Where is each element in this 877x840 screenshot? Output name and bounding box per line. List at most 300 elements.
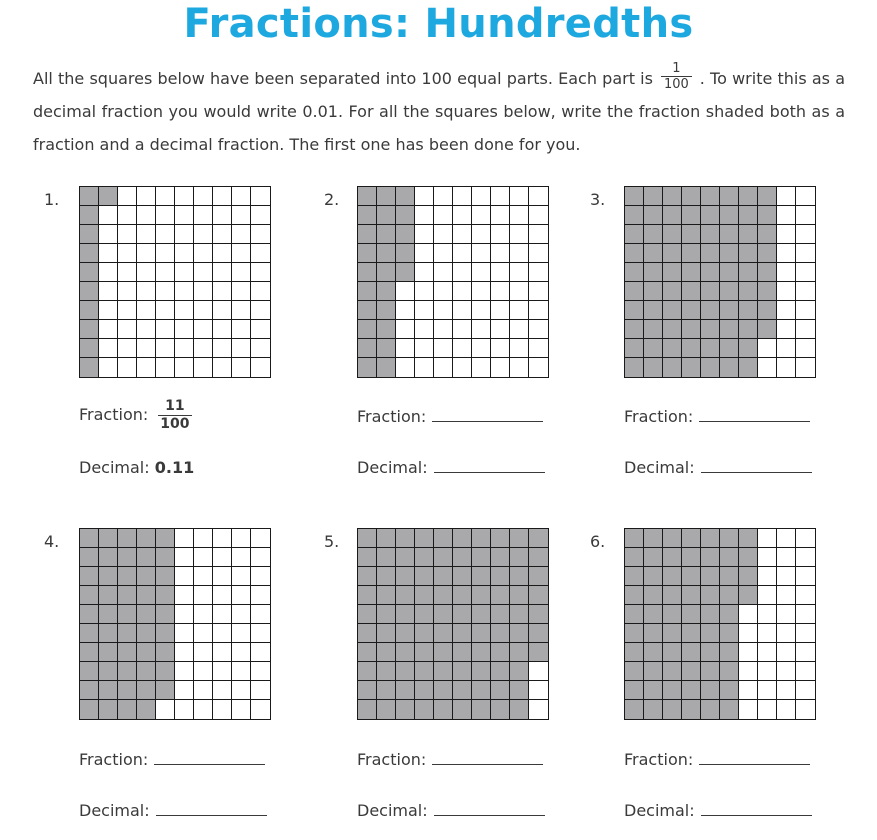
shaded-cell	[644, 700, 663, 719]
fraction-answer-blank[interactable]	[154, 750, 265, 765]
fraction-label: Fraction:	[357, 407, 427, 426]
shaded-cell	[434, 662, 453, 681]
shaded-cell	[415, 567, 434, 586]
grid-cell	[137, 339, 156, 358]
shaded-cell	[396, 206, 415, 225]
grid-cell	[796, 320, 815, 339]
grid-cell	[156, 301, 175, 320]
shaded-cell	[644, 187, 663, 206]
shaded-cell	[510, 643, 529, 662]
shaded-cell	[644, 643, 663, 662]
shaded-cell	[491, 662, 510, 681]
grid-cell	[491, 339, 510, 358]
shaded-cell	[434, 529, 453, 548]
grid-cell	[251, 567, 270, 586]
grid-cell	[491, 282, 510, 301]
shaded-cell	[682, 624, 701, 643]
shaded-cell	[80, 643, 99, 662]
grid-cell	[232, 605, 251, 624]
shaded-cell	[510, 681, 529, 700]
shaded-cell	[415, 681, 434, 700]
grid-cell	[156, 206, 175, 225]
grid-cell	[777, 567, 796, 586]
grid-cell	[232, 320, 251, 339]
shaded-cell	[358, 301, 377, 320]
shaded-cell	[644, 662, 663, 681]
grid-cell	[491, 320, 510, 339]
grid-cell	[232, 358, 251, 377]
grid-cell	[99, 282, 118, 301]
grid-cell	[175, 187, 194, 206]
grid-cell	[415, 358, 434, 377]
grid-cell	[118, 282, 137, 301]
grid-cell	[529, 320, 548, 339]
shaded-cell	[434, 586, 453, 605]
grid-cell	[396, 358, 415, 377]
shaded-cell	[99, 624, 118, 643]
shaded-cell	[491, 643, 510, 662]
shaded-cell	[663, 624, 682, 643]
shaded-cell	[663, 567, 682, 586]
shaded-cell	[739, 225, 758, 244]
shaded-cell	[682, 244, 701, 263]
grid-cell	[251, 263, 270, 282]
shaded-cell	[682, 282, 701, 301]
shaded-cell	[529, 643, 548, 662]
grid-cell	[529, 662, 548, 681]
shaded-cell	[377, 225, 396, 244]
grid-cell	[758, 529, 777, 548]
shaded-cell	[644, 529, 663, 548]
fraction-answer	[158, 398, 191, 433]
shaded-cell	[415, 548, 434, 567]
shaded-cell	[472, 700, 491, 719]
grid-cell	[175, 700, 194, 719]
grid-cell	[510, 301, 529, 320]
shaded-cell	[99, 567, 118, 586]
decimal-label: Decimal:	[624, 801, 695, 820]
shaded-cell	[758, 244, 777, 263]
grid-cell	[777, 529, 796, 548]
shaded-cell	[720, 320, 739, 339]
grid-cell	[796, 605, 815, 624]
shaded-cell	[625, 339, 644, 358]
grid-cell	[251, 225, 270, 244]
shaded-cell	[80, 662, 99, 681]
grid-cell	[796, 358, 815, 377]
shaded-cell	[156, 529, 175, 548]
shaded-cell	[625, 681, 644, 700]
shaded-cell	[510, 548, 529, 567]
grid-cell	[472, 206, 491, 225]
shaded-cell	[156, 681, 175, 700]
answer-denominator: 100	[160, 416, 190, 432]
shaded-cell	[739, 206, 758, 225]
shaded-cell	[80, 700, 99, 719]
grid-cell	[777, 548, 796, 567]
shaded-cell	[472, 662, 491, 681]
grid-cell	[796, 567, 815, 586]
grid-cell	[491, 263, 510, 282]
grid-cell	[175, 643, 194, 662]
shaded-cell	[99, 529, 118, 548]
shaded-cell	[396, 529, 415, 548]
shaded-cell	[701, 624, 720, 643]
grid-cell	[156, 263, 175, 282]
grid-cell	[213, 263, 232, 282]
shaded-cell	[358, 187, 377, 206]
grid-cell	[175, 548, 194, 567]
shaded-cell	[415, 586, 434, 605]
shaded-cell	[720, 263, 739, 282]
hundred-square-4	[79, 528, 271, 720]
grid-cell	[434, 320, 453, 339]
shaded-cell	[663, 662, 682, 681]
grid-cell	[510, 320, 529, 339]
grid-cell	[137, 187, 156, 206]
shaded-cell	[415, 624, 434, 643]
hundred-square-1	[79, 186, 271, 378]
shaded-cell	[453, 529, 472, 548]
shaded-cell	[720, 339, 739, 358]
shaded-cell	[491, 681, 510, 700]
shaded-cell	[472, 567, 491, 586]
shaded-cell	[396, 244, 415, 263]
shaded-cell	[80, 339, 99, 358]
question-number: 5.	[324, 532, 340, 551]
grid-cell	[194, 225, 213, 244]
shaded-cell	[377, 624, 396, 643]
grid-cell	[453, 320, 472, 339]
shaded-cell	[80, 320, 99, 339]
shaded-cell	[682, 662, 701, 681]
shaded-cell	[156, 548, 175, 567]
instructions-part2: . To write this as a decimal fraction you would write 0.01. For all the squares below, write the fraction shaded both as a fraction and a decimal fraction. The first one has been done for you.	[33, 69, 845, 154]
grid-cell	[118, 358, 137, 377]
grid-cell	[796, 206, 815, 225]
shaded-cell	[663, 358, 682, 377]
grid-cell	[453, 358, 472, 377]
grid-cell	[758, 567, 777, 586]
shaded-cell	[396, 263, 415, 282]
shaded-cell	[701, 605, 720, 624]
grid-cell	[758, 700, 777, 719]
shaded-cell	[358, 282, 377, 301]
grid-cell	[251, 700, 270, 719]
decimal-label: Decimal:	[357, 458, 428, 477]
grid-cell	[251, 681, 270, 700]
shaded-cell	[80, 567, 99, 586]
grid-cell	[472, 187, 491, 206]
shaded-cell	[663, 643, 682, 662]
decimal-answer-row	[624, 801, 812, 821]
grid-cell	[777, 339, 796, 358]
shaded-cell	[529, 548, 548, 567]
shaded-cell	[701, 301, 720, 320]
fraction-answer-row	[357, 750, 543, 770]
shaded-cell	[453, 643, 472, 662]
shaded-cell	[701, 282, 720, 301]
shaded-cell	[472, 548, 491, 567]
grid-cell	[194, 320, 213, 339]
grid-cell	[796, 301, 815, 320]
grid-cell	[194, 301, 213, 320]
decimal-answer-row	[357, 801, 545, 821]
shaded-cell	[701, 681, 720, 700]
shaded-cell	[644, 244, 663, 263]
grid-cell	[510, 358, 529, 377]
grid-cell	[472, 339, 491, 358]
shaded-cell	[118, 700, 137, 719]
question-number: 2.	[324, 190, 340, 209]
shaded-cell	[720, 586, 739, 605]
grid-cell	[529, 282, 548, 301]
grid-cell	[99, 320, 118, 339]
grid-cell	[529, 187, 548, 206]
shaded-cell	[156, 643, 175, 662]
shaded-cell	[625, 358, 644, 377]
fraction-answer-row	[79, 398, 192, 433]
grid-cell	[99, 206, 118, 225]
decimal-answer-blank[interactable]	[434, 458, 545, 473]
grid-cell	[510, 187, 529, 206]
grid-cell	[453, 339, 472, 358]
grid-cell	[194, 681, 213, 700]
shaded-cell	[663, 339, 682, 358]
shaded-cell	[377, 282, 396, 301]
shaded-cell	[156, 662, 175, 681]
decimal-answer-blank[interactable]	[156, 801, 267, 816]
shaded-cell	[644, 301, 663, 320]
shaded-cell	[720, 244, 739, 263]
decimal-answer-blank[interactable]	[434, 801, 545, 816]
shaded-cell	[137, 624, 156, 643]
shaded-cell	[377, 681, 396, 700]
shaded-cell	[739, 339, 758, 358]
shaded-cell	[453, 567, 472, 586]
grid-cell	[137, 263, 156, 282]
question-number: 3.	[590, 190, 606, 209]
shaded-cell	[720, 567, 739, 586]
grid-cell	[118, 244, 137, 263]
shaded-cell	[377, 605, 396, 624]
grid-cell	[777, 358, 796, 377]
grid-cell	[777, 624, 796, 643]
shaded-cell	[453, 548, 472, 567]
shaded-cell	[80, 624, 99, 643]
instructions-part1: All the squares below have been separated into 100 equal parts. Each part is	[33, 69, 653, 88]
shaded-cell	[358, 586, 377, 605]
decimal-label: Decimal:	[624, 458, 695, 477]
grid-cell	[118, 263, 137, 282]
decimal-label: Decimal:	[79, 458, 150, 477]
shaded-cell	[137, 662, 156, 681]
shaded-cell	[80, 225, 99, 244]
shaded-cell	[396, 567, 415, 586]
grid-cell	[175, 225, 194, 244]
grid-cell	[175, 206, 194, 225]
shaded-cell	[472, 586, 491, 605]
shaded-cell	[80, 605, 99, 624]
fraction-answer-row	[357, 407, 543, 427]
shaded-cell	[491, 624, 510, 643]
grid-cell	[758, 339, 777, 358]
shaded-cell	[644, 339, 663, 358]
grid-cell	[777, 643, 796, 662]
grid-cell	[491, 225, 510, 244]
grid-cell	[453, 206, 472, 225]
shaded-cell	[118, 624, 137, 643]
shaded-cell	[663, 700, 682, 719]
shaded-cell	[377, 301, 396, 320]
fraction-answer-blank[interactable]	[432, 407, 543, 422]
shaded-cell	[434, 567, 453, 586]
grid-cell	[194, 529, 213, 548]
shaded-cell	[663, 548, 682, 567]
fraction-answer-blank[interactable]	[432, 750, 543, 765]
shaded-cell	[415, 662, 434, 681]
shaded-cell	[491, 700, 510, 719]
decimal-answer-row	[624, 458, 812, 478]
grid-cell	[434, 263, 453, 282]
shaded-cell	[396, 225, 415, 244]
grid-cell	[415, 206, 434, 225]
grid-cell	[232, 529, 251, 548]
shaded-cell	[510, 624, 529, 643]
shaded-cell	[80, 358, 99, 377]
shaded-cell	[625, 187, 644, 206]
grid-cell	[777, 320, 796, 339]
grid-cell	[232, 263, 251, 282]
shaded-cell	[137, 529, 156, 548]
grid-cell	[777, 263, 796, 282]
shaded-cell	[377, 206, 396, 225]
grid-cell	[491, 244, 510, 263]
shaded-cell	[415, 643, 434, 662]
grid-cell	[232, 643, 251, 662]
grid-cell	[232, 700, 251, 719]
decimal-label: Decimal:	[357, 801, 428, 820]
grid-cell	[232, 187, 251, 206]
grid-cell	[796, 643, 815, 662]
decimal-answer-blank[interactable]	[701, 801, 812, 816]
grid-cell	[739, 681, 758, 700]
grid-cell	[796, 339, 815, 358]
shaded-cell	[644, 681, 663, 700]
shaded-cell	[663, 586, 682, 605]
shaded-cell	[758, 301, 777, 320]
shaded-cell	[720, 187, 739, 206]
grid-cell	[796, 681, 815, 700]
grid-cell	[510, 263, 529, 282]
shaded-cell	[453, 586, 472, 605]
shaded-cell	[720, 624, 739, 643]
grid-cell	[529, 263, 548, 282]
grid-cell	[175, 529, 194, 548]
grid-cell	[175, 358, 194, 377]
shaded-cell	[137, 605, 156, 624]
shaded-cell	[156, 624, 175, 643]
grid-cell	[396, 320, 415, 339]
grid-cell	[118, 187, 137, 206]
grid-cell	[453, 244, 472, 263]
grid-cell	[434, 282, 453, 301]
hundred-square-3	[624, 186, 816, 378]
grid-cell	[213, 567, 232, 586]
shaded-cell	[720, 605, 739, 624]
grid-cell	[156, 320, 175, 339]
shaded-cell	[80, 244, 99, 263]
shaded-cell	[453, 700, 472, 719]
fraction-answer-blank[interactable]	[699, 750, 810, 765]
shaded-cell	[720, 548, 739, 567]
grid-cell	[99, 358, 118, 377]
grid-cell	[434, 244, 453, 263]
shaded-cell	[720, 700, 739, 719]
shaded-cell	[739, 358, 758, 377]
shaded-cell	[682, 643, 701, 662]
shaded-cell	[682, 681, 701, 700]
shaded-cell	[118, 643, 137, 662]
grid-cell	[758, 681, 777, 700]
shaded-cell	[701, 263, 720, 282]
shaded-cell	[396, 586, 415, 605]
grid-cell	[434, 225, 453, 244]
shaded-cell	[625, 263, 644, 282]
decimal-answer-blank[interactable]	[701, 458, 812, 473]
grid-cell	[156, 339, 175, 358]
fraction-answer-blank[interactable]	[699, 407, 810, 422]
shaded-cell	[99, 586, 118, 605]
grid-cell	[232, 301, 251, 320]
shaded-cell	[358, 225, 377, 244]
grid-cell	[739, 700, 758, 719]
grid-cell	[251, 529, 270, 548]
grid-cell	[453, 282, 472, 301]
shaded-cell	[377, 529, 396, 548]
shaded-cell	[701, 548, 720, 567]
question-number: 4.	[44, 532, 60, 551]
grid-cell	[251, 206, 270, 225]
grid-cell	[453, 225, 472, 244]
grid-cell	[529, 206, 548, 225]
grid-cell	[99, 339, 118, 358]
shaded-cell	[80, 206, 99, 225]
shaded-cell	[682, 548, 701, 567]
shaded-cell	[156, 567, 175, 586]
grid-cell	[796, 529, 815, 548]
grid-cell	[194, 700, 213, 719]
shaded-cell	[156, 586, 175, 605]
grid-cell	[434, 358, 453, 377]
shaded-cell	[396, 700, 415, 719]
shaded-cell	[644, 263, 663, 282]
grid-cell	[232, 681, 251, 700]
shaded-cell	[758, 282, 777, 301]
grid-cell	[796, 282, 815, 301]
grid-cell	[156, 358, 175, 377]
grid-cell	[118, 320, 137, 339]
shaded-cell	[625, 206, 644, 225]
shaded-cell	[644, 605, 663, 624]
shaded-cell	[644, 320, 663, 339]
shaded-cell	[453, 662, 472, 681]
shaded-cell	[644, 567, 663, 586]
grid-cell	[796, 263, 815, 282]
shaded-cell	[720, 643, 739, 662]
grid-cell	[739, 643, 758, 662]
grid-cell	[194, 662, 213, 681]
